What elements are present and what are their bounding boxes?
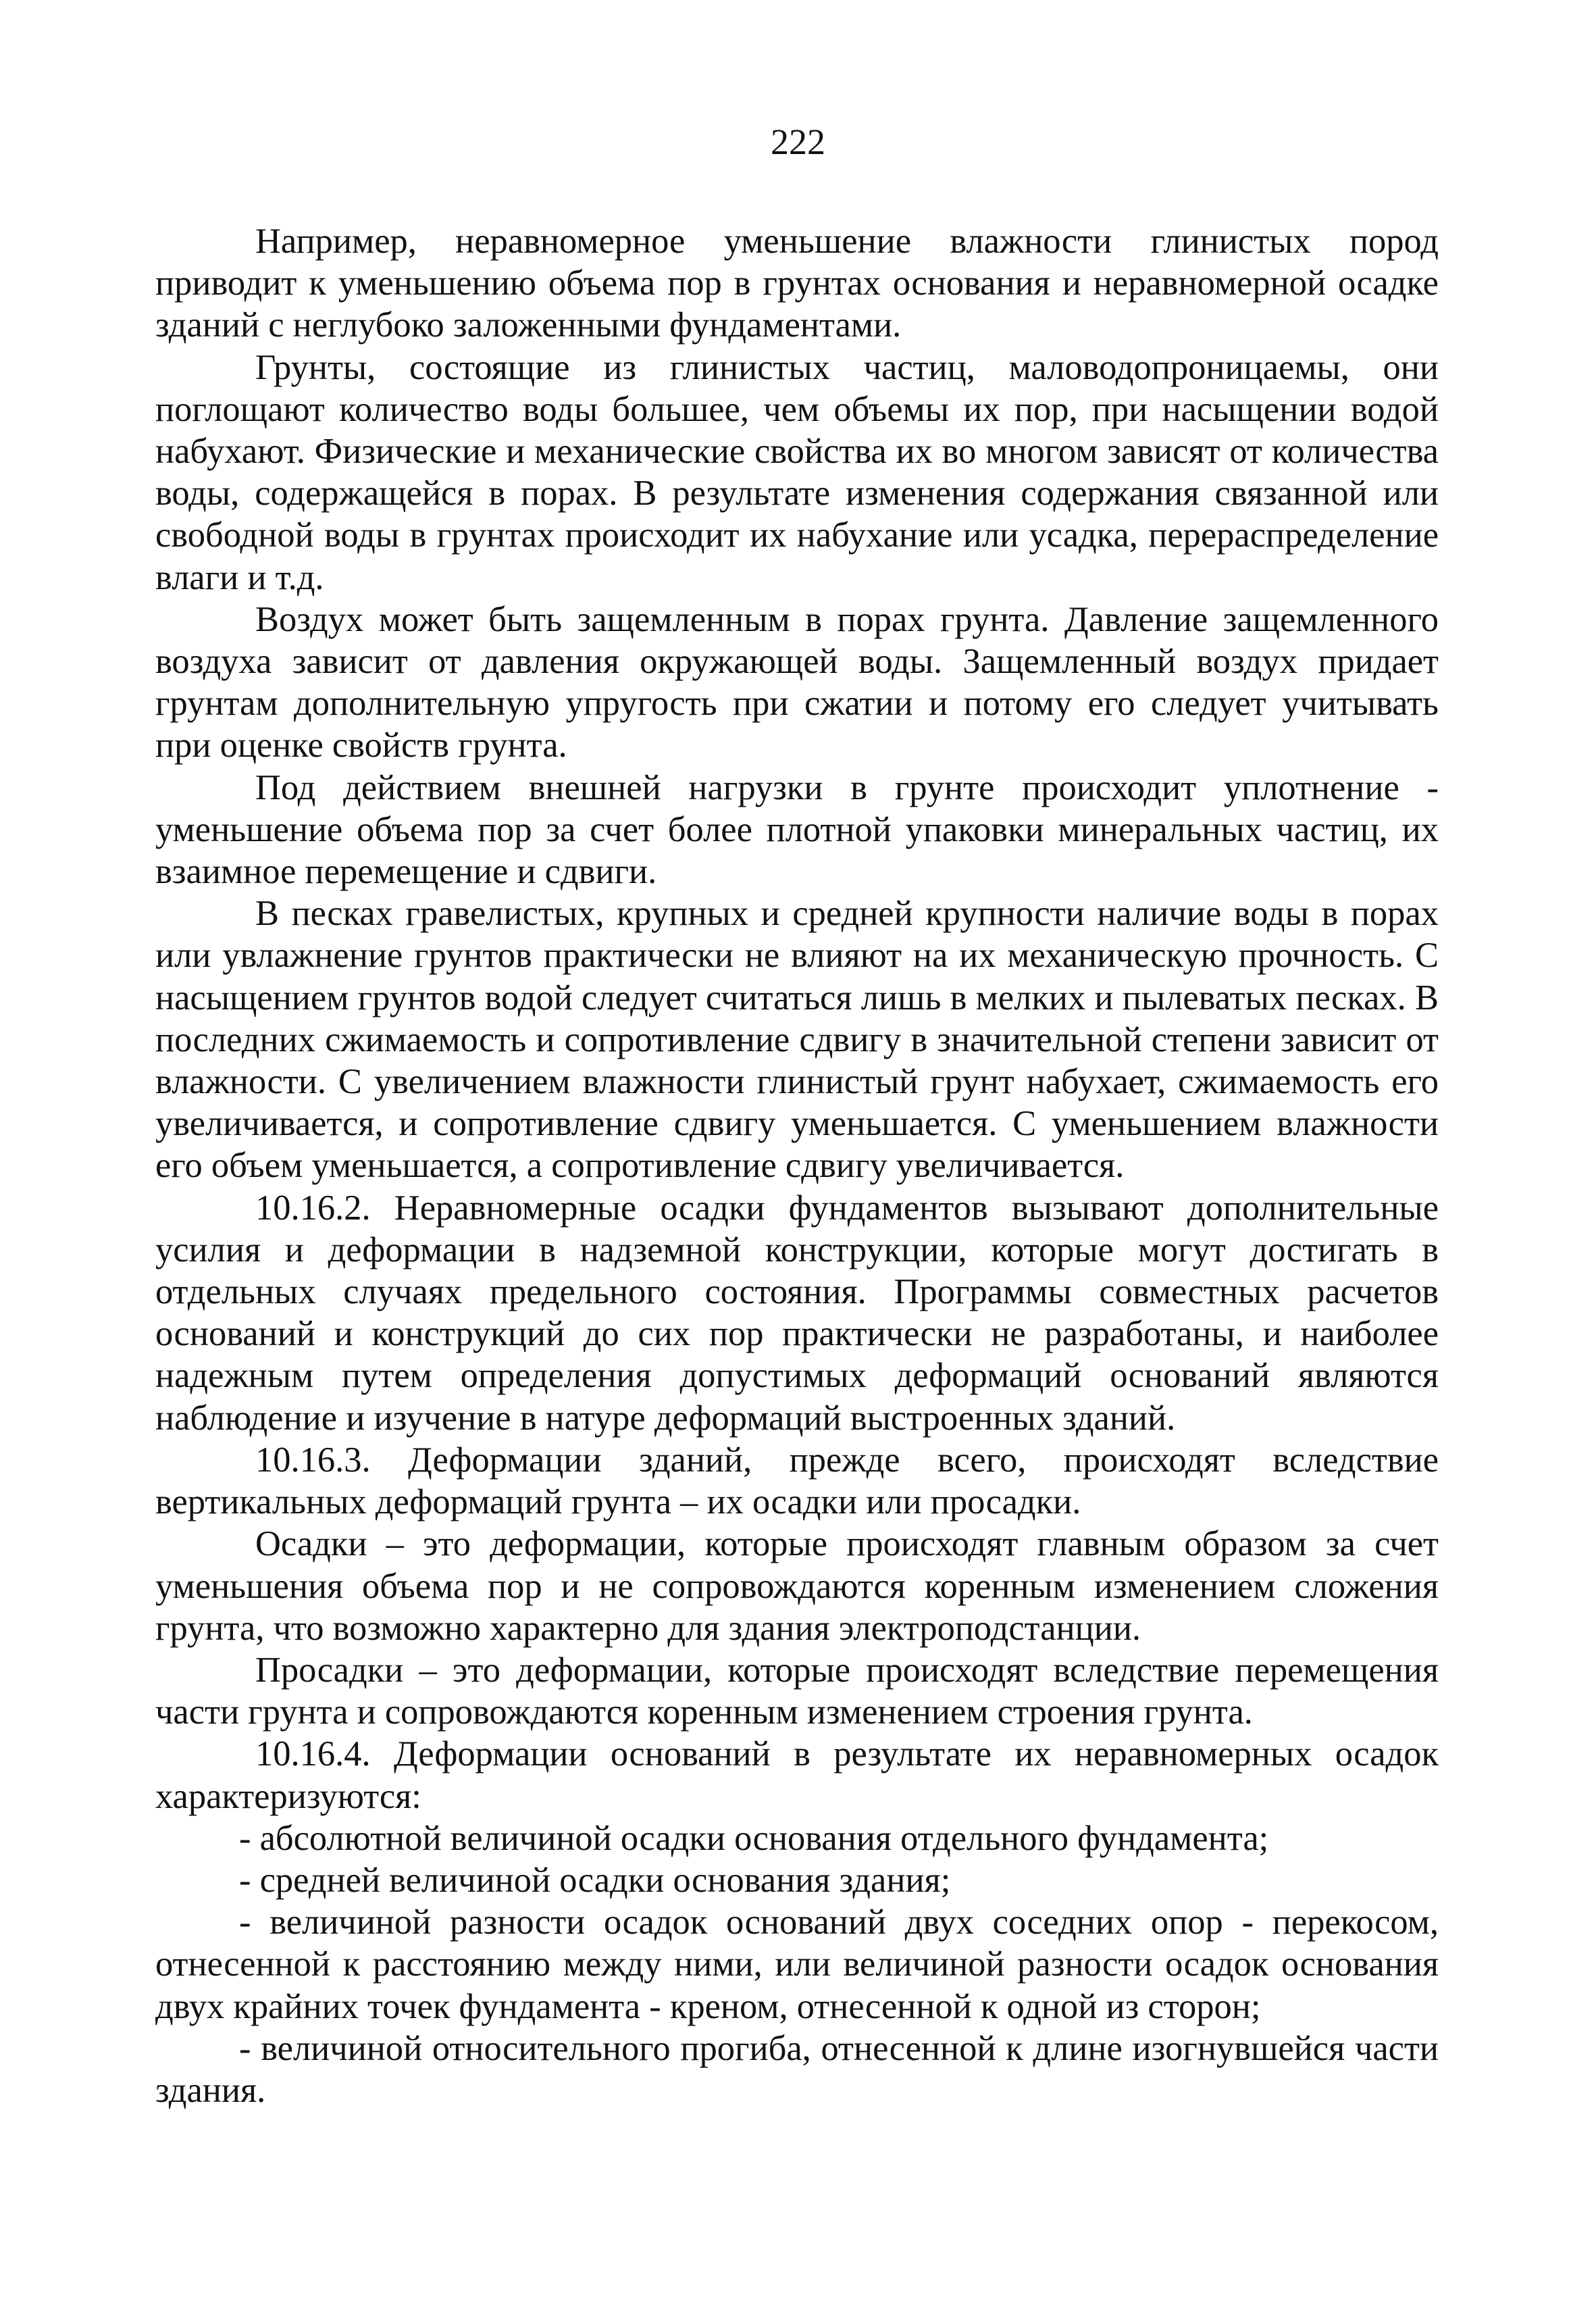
paragraph: Под действием внешней нагрузки в грунте происходит уплотнение - уменьшение объема пор за счет более плотной упаковки минеральных частиц, их взаимное перемещение и сдвиги. — [155, 768, 1439, 892]
paragraph: В песках гравелистых, крупных и средней крупности наличие воды в порах или увлажнение грунтов практически не влияют на их механическую прочность. С насыщением грунтов водой следует считаться лишь в мелких и пылеватых песках. В последних сжимаемость и сопротивление сдвигу в значительной степени зависит от влажности. С увеличением влажности глинистый грунт набухает, сжимаемость его увеличивается, и сопротивление сдвигу уменьшается. С уменьшением влажности его объем уменьшается, а сопротивление сдвигу увеличивается. — [155, 894, 1439, 1186]
list-item: - абсолютной величиной осадки основания отдельного фундамента; — [239, 1818, 1269, 1858]
paragraph: Например, неравномерное уменьшение влажности глинистых пород приводит к уменьшению объема пор в грунтах основания и неравномерной осадке зданий с неглубоко заложенными фундаментами. — [155, 222, 1439, 345]
list-item: - величиной разности осадок оснований двух соседних опор - перекосом, отнесенной к расстоянию между ними, или величиной разности осадок основания двух крайних точек фундамента - креном, отнесенной к одной из сторон; — [155, 1903, 1439, 2026]
page-number: 222 — [771, 122, 825, 162]
paragraph: Осадки – это деформации, которые происходят главным образом за счет уменьшения объема пор и не сопровождаются коренным изменением сложения грунта, что возможно характерно для здания электроподстанции. — [155, 1524, 1439, 1648]
paragraph-section-10-16-2: 10.16.2. Неравномерные осадки фундаментов вызывают дополнительные усилия и деформации в надземной конструкции, которые могут достигать в отдельных случаях предельного состояния. Программы совместных расчетов оснований и конструкций до сих пор практически не разработаны, и наиболее надежным путем определения допустимых деформаций оснований являются наблюдение и изучение в натуре деформаций выстроенных зданий. — [155, 1188, 1439, 1438]
list-item: - величиной относительного прогиба, отнесенной к длине изогнувшейся части здания. — [155, 2028, 1439, 2110]
list-item: - средней величиной осадки основания здания; — [239, 1860, 951, 1900]
paragraph: Воздух может быть защемленным в порах грунта. Давление защемленного воздуха зависит от давления окружающей воды. Защемленный воздух придает грунтам дополнительную упругость при сжатии и потому его следует учитывать при оценке свойств грунта. — [155, 599, 1439, 765]
paragraph: Просадки – это деформации, которые происходят вследствие перемещения части грунта и сопровождаются коренным изменением строения грунта. — [155, 1650, 1439, 1732]
body-text — [155, 220, 1439, 2111]
paragraph-section-10-16-4: 10.16.4. Деформации оснований в результате их неравномерных осадок характеризуются: — [155, 1734, 1439, 1816]
paragraph-section-10-16-3: 10.16.3. Деформации зданий, прежде всего, происходят вследствие вертикальных деформаций грунта – их осадки или просадки. — [155, 1440, 1439, 1522]
paragraph: Грунты, состоящие из глинистых частиц, маловодопроницаемы, они поглощают количество воды большее, чем объемы их пор, при насыщении водой набухают. Физические и механические свойства их во многом зависят от количества воды, содержащейся в порах. В результате изменения содержания связанной или свободной воды в грунтах происходит их набухание или усадка, перераспределение влаги и т.д. — [155, 347, 1439, 597]
